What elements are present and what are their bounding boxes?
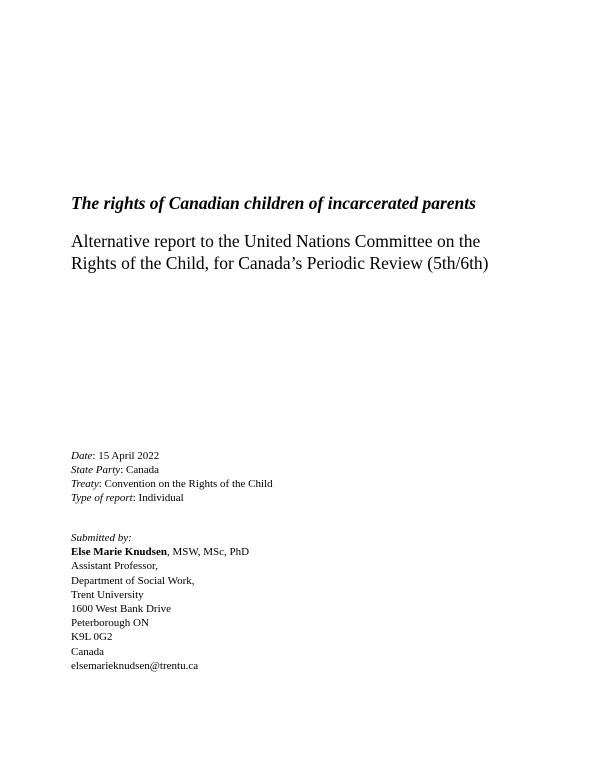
document-title: The rights of Canadian children of incarcerated parents (71, 193, 476, 213)
date-label: Date (71, 450, 93, 462)
submitter-university: Trent University (71, 588, 144, 601)
subtitle-line-1: Alternative report to the United Nations Committee on the (71, 231, 481, 251)
report-metadata (71, 449, 273, 505)
document-subtitle (71, 230, 571, 274)
treaty-value: : Convention on the Rights of the Child (98, 478, 273, 490)
submitter-postal-code: K9L 0G2 (71, 631, 113, 644)
submitter-name: Else Marie Knudsen (71, 546, 167, 559)
submitted-by-label: Submitted by: (71, 532, 132, 544)
report-type-value: : Individual (132, 492, 184, 504)
report-type-line (71, 491, 273, 505)
submitter-credentials: , MSW, MSc, PhD (166, 546, 250, 559)
submitter-department: Department of Social Work, (71, 574, 195, 587)
submitter-email: elsemarieknudsen@trentu.ca (71, 659, 199, 672)
submitter-name-line (71, 545, 249, 559)
submitter-street: 1600 West Bank Drive (71, 603, 172, 616)
state-party-line (71, 463, 273, 477)
submitter-position: Assistant Professor, (71, 560, 158, 573)
submitter-city: Peterborough ON (71, 617, 149, 630)
date-value: : 15 April 2022 (92, 450, 160, 462)
subtitle-line-2: Rights of the Child, for Canada’s Periodic Review (5th/6th) (71, 253, 489, 273)
report-type-label: Type of report (71, 492, 133, 504)
state-party-label: State Party (71, 464, 121, 476)
treaty-label: Treaty (71, 478, 99, 490)
submitter-country: Canada (71, 645, 104, 658)
submitter-block (71, 531, 249, 673)
state-party-value: : Canada (120, 464, 159, 476)
treaty-line (71, 477, 273, 491)
date-line (71, 449, 273, 463)
